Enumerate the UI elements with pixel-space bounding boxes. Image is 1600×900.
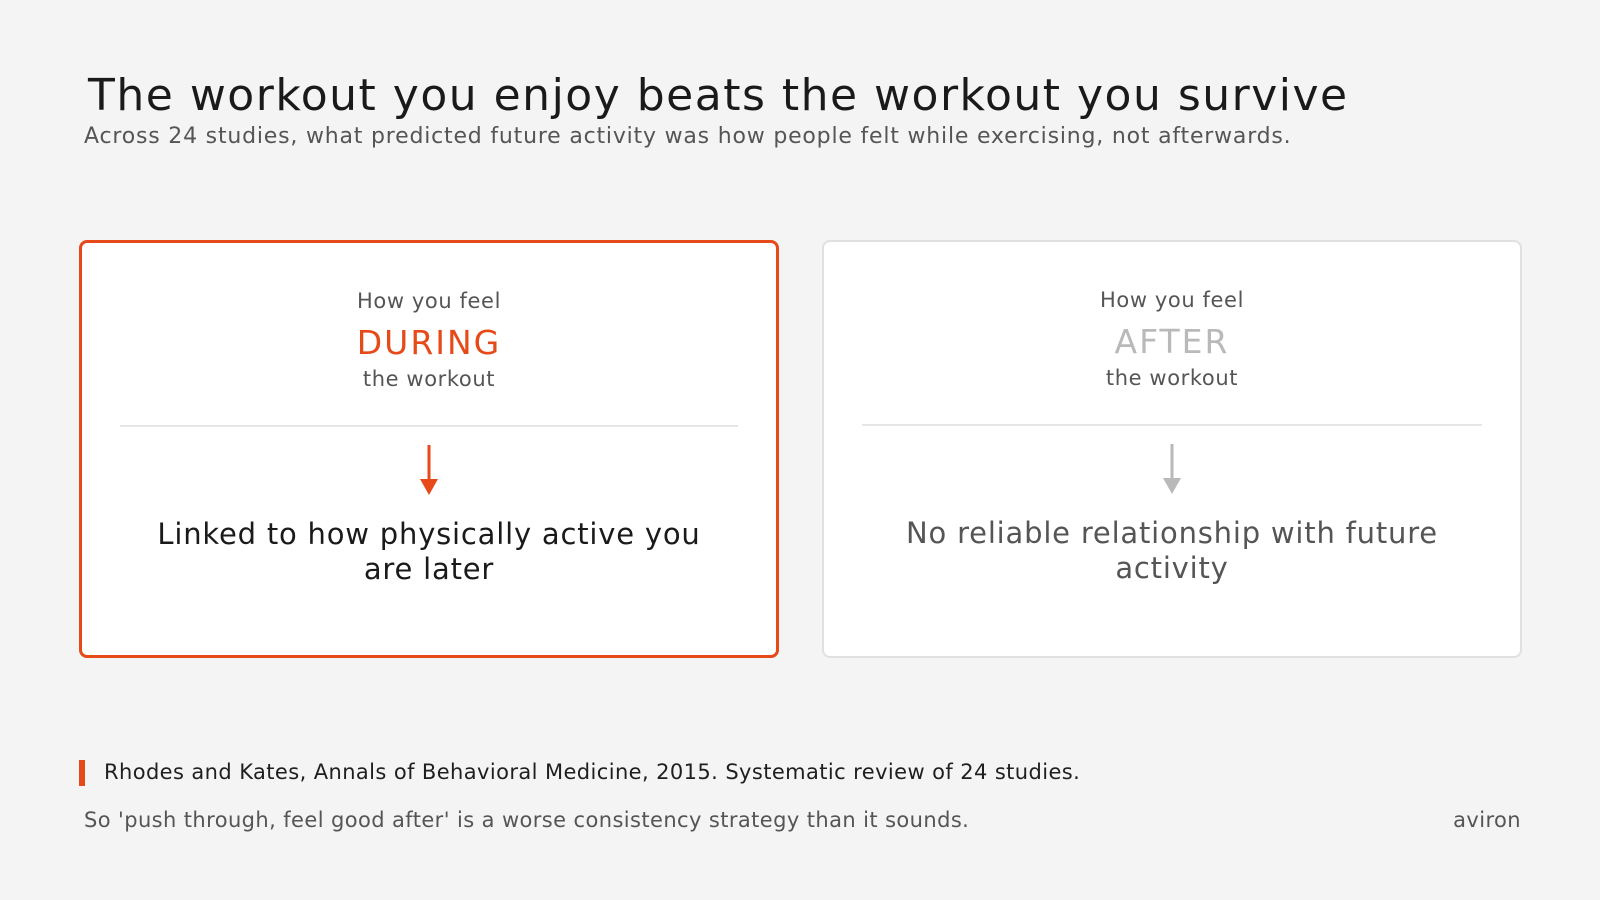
card-during [79, 240, 779, 658]
source-accent-bar [79, 760, 85, 786]
card-after-result: No reliable relationship with future activity [906, 516, 1438, 585]
card-during-lead: How you feel [356, 289, 502, 313]
card-after-divider [862, 424, 1482, 426]
card-after-tail: the workout [1105, 366, 1239, 390]
card-after [822, 240, 1522, 658]
card-during-key: DURING [356, 323, 502, 362]
card-during-tail: the workout [362, 367, 496, 391]
arrow-down-icon [1160, 442, 1184, 496]
page-subtitle: Across 24 studies, what predicted future activity was how people felt while exercising, not afterwards. [84, 124, 1292, 149]
brand-logo: aviron [1453, 808, 1521, 832]
card-during-result: Linked to how physically active you are later [157, 517, 701, 586]
source-citation: Rhodes and Kates, Annals of Behavioral Medicine, 2015. Systematic review of 24 studies. [104, 760, 1081, 784]
arrow-down-icon [417, 443, 441, 497]
card-during-divider [120, 425, 738, 427]
takeaway-note: So 'push through, feel good after' is a worse consistency strategy than it sounds. [84, 808, 970, 832]
card-after-lead: How you feel [1099, 288, 1245, 312]
page-title: The workout you enjoy beats the workout you survive [88, 70, 1349, 121]
card-after-key: AFTER [1114, 322, 1230, 361]
